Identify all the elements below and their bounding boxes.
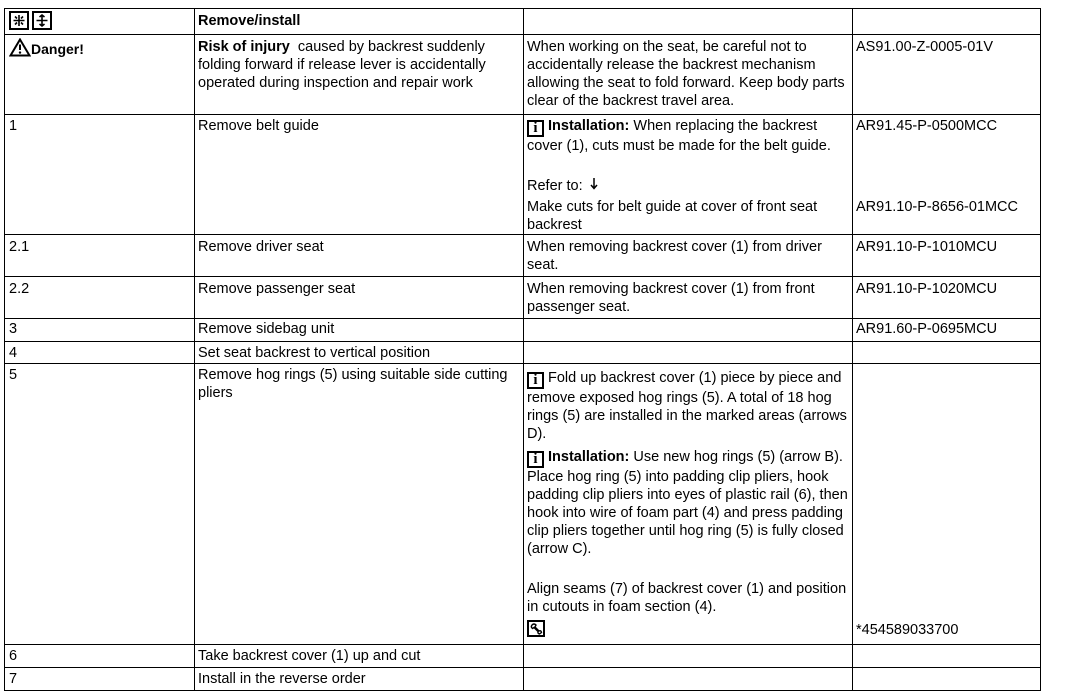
step-note-installation xyxy=(527,448,849,558)
install-icon xyxy=(32,11,52,30)
info-icon: i xyxy=(527,120,544,137)
step-number: 4 xyxy=(9,345,18,361)
step-note xyxy=(527,369,849,443)
step-number: 2.2 xyxy=(9,281,30,297)
ref-link[interactable]: AR91.10-P-8656-01MCC xyxy=(856,199,1018,215)
step-note: When removing backrest cover (1) from driver seat. xyxy=(527,239,822,273)
note-label: Installation: xyxy=(548,118,630,134)
note-text: Use new hog rings (5) (arrow B). Place hog ring (5) into padding clip pliers, hook padding clip pliers into eyes of plastic rail (6), then hook into wire of foam part (4) and press padding clip pliers together until hog ring (5) is fully closed (arrow C). xyxy=(527,449,848,557)
refer-to xyxy=(527,177,599,195)
step-action: Take backrest cover (1) up and cut xyxy=(198,648,421,664)
info-icon: i xyxy=(527,451,544,468)
page-title: Remove/install xyxy=(198,13,301,29)
sub-note: Make cuts for belt guide at cover of front seat backrest xyxy=(527,199,818,233)
col-divider xyxy=(4,8,5,690)
col-divider xyxy=(523,8,524,690)
step-number: 5 xyxy=(9,367,18,383)
table-border-bottom xyxy=(4,690,1041,691)
header-icons xyxy=(9,11,55,32)
col-divider xyxy=(1040,8,1041,690)
step-number: 7 xyxy=(9,671,18,687)
arrow-down-icon[interactable] xyxy=(589,177,599,195)
ref-link[interactable]: AR91.10-P-1010MCU xyxy=(856,239,998,255)
danger-note: When working on the seat, be careful not to accidentally release the backrest mechanism allowing the seat to fold forward. Keep body parts clear of the backrest travel area. xyxy=(527,39,845,109)
note-label: Installation: xyxy=(548,449,630,465)
note-text: Fold up backrest cover (1) piece by piece and remove exposed hog rings (5). A total of 18 hog rings (5) are installed in the marked areas (arrows D). xyxy=(527,370,847,442)
step-action: Install in the reverse order xyxy=(198,671,366,687)
ref-link[interactable]: AR91.45-P-0500MCC xyxy=(856,118,998,134)
ref-link[interactable]: AR91.10-P-1020MCU xyxy=(856,281,998,297)
col-divider xyxy=(852,8,853,690)
risk-title: Risk of injury xyxy=(198,39,290,55)
note-text: When replacing the backrest cover (1), cuts must be made for the belt guide. xyxy=(527,118,831,154)
step-note xyxy=(527,117,849,155)
step-action: Remove sidebag unit xyxy=(198,321,335,337)
danger-risk xyxy=(198,38,520,92)
step-number: 1 xyxy=(9,118,18,134)
ref-link[interactable]: AR91.60-P-0695MCU xyxy=(856,321,998,337)
step-number: 3 xyxy=(9,321,18,337)
col-divider xyxy=(194,8,195,690)
tool-number[interactable]: *454589033700 xyxy=(856,622,959,638)
step-number: 2.1 xyxy=(9,239,30,255)
warning-icon xyxy=(9,38,31,57)
danger-text: Danger! xyxy=(31,41,84,57)
special-tool-icon[interactable] xyxy=(527,620,545,639)
danger-ref-link[interactable]: AS91.00-Z-0005-01V xyxy=(856,39,994,55)
danger-label xyxy=(9,38,84,58)
risk-text: caused by backrest suddenly folding forward if release lever is accidentally operated during inspection and repair work xyxy=(198,39,486,91)
step-note-seams: Align seams (7) of backrest cover (1) and position in cutouts in foam section (4). xyxy=(527,581,847,615)
step-action: Remove belt guide xyxy=(198,118,319,134)
step-action: Remove driver seat xyxy=(198,239,324,255)
refer-label: Refer to: xyxy=(527,178,583,194)
step-action: Remove hog rings (5) using suitable side cutting pliers xyxy=(198,367,508,401)
step-note: When removing backrest cover (1) from front passenger seat. xyxy=(527,281,815,315)
step-number: 6 xyxy=(9,648,18,664)
step-action: Set seat backrest to vertical position xyxy=(198,345,431,361)
step-action: Remove passenger seat xyxy=(198,281,356,297)
info-icon: i xyxy=(527,372,544,389)
remove-icon xyxy=(9,11,29,30)
